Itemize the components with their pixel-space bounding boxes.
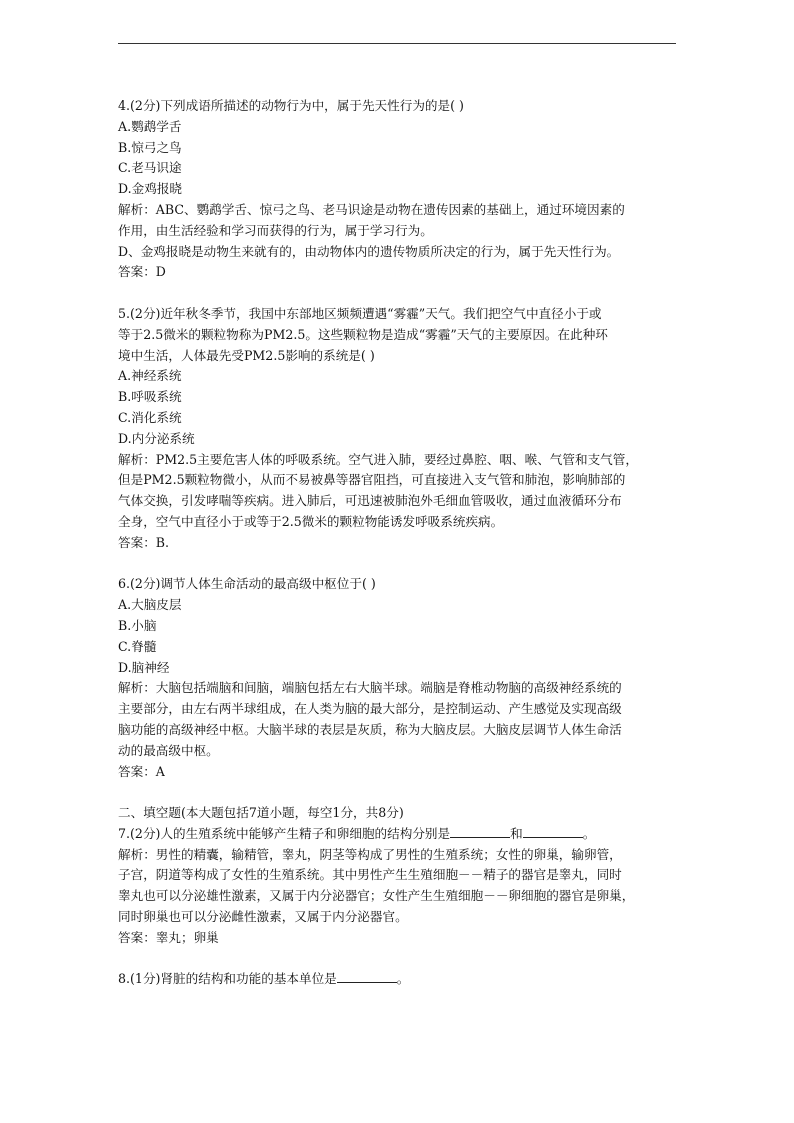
question-4 [118, 96, 678, 283]
question-stem [118, 969, 678, 990]
analysis-line: 解析：男性的精囊，输精管，睾丸，阴茎等构成了男性的生殖系统；女性的卵巢，输卵管， [118, 846, 622, 862]
option-d: D.内分泌系统 [118, 430, 195, 446]
answer-blank-1[interactable] [450, 824, 510, 838]
analysis-line: 动的最高级中枢。 [118, 742, 219, 758]
stem-text: 7.(2分)人的生殖系统中能够产生精子和卵细胞的结构分别是 [118, 825, 451, 841]
stem-text: 。 [582, 825, 596, 841]
analysis-line: 作用，由生活经验和学习而获得的行为，属于学习行为。 [118, 222, 433, 238]
analysis-line: 解析：PM2.5主要危害人体的呼吸系统。空气进入肺，要经过鼻腔、咽、喉、气管和支气管， [118, 451, 638, 467]
answer: 答案：D [118, 264, 166, 280]
option-b: B.惊弓之鸟 [118, 139, 182, 155]
document-body [118, 96, 678, 1011]
answer: 答案：A [118, 763, 165, 779]
header-rule [118, 43, 676, 44]
stem-text: 8.(1分)肾脏的结构和功能的基本单位是 [118, 971, 337, 987]
option-c: C.脊髓 [118, 638, 157, 654]
analysis-line: 解析：ABC、鹦鹉学舌、惊弓之鸟、老马识途是动物在遗传因素的基础上，通过环境因素的 [118, 201, 625, 217]
analysis-line: 同时卵巢也可以分泌雌性激素，又属于内分泌器官。 [118, 909, 408, 925]
question-stem: 6.(2分)调节人体生命活动的最高级中枢位于( ) [118, 576, 376, 592]
question-8 [118, 969, 678, 990]
question-stem: 5.(2分)近年秋冬季节，我国中东部地区频频遭遇“雾霾”天气。我们把空气中直径小于或 [118, 305, 602, 321]
option-c: C.消化系统 [118, 409, 182, 425]
analysis-line: 脑功能的高级神经中枢。大脑半球的表层是灰质，称为大脑皮层。大脑皮层调节人体生命活 [118, 721, 622, 737]
answer: 答案：睾丸；卵巢 [118, 929, 219, 945]
question-6 [118, 574, 678, 782]
option-a: A.神经系统 [118, 368, 182, 384]
option-b: B.呼吸系统 [118, 389, 182, 405]
answer-blank-2[interactable] [523, 824, 583, 838]
option-c: C.老马识途 [118, 160, 182, 176]
question-stem: 4.(2分)下列成语所描述的动物行为中，属于先天性行为的是( ) [118, 98, 464, 113]
question-stem: 等于2.5微米的颗粒物称为PM2.5。这些颗粒物是造成“雾霾”天气的主要原因。在此种环 [118, 326, 608, 342]
option-d: D.脑神经 [118, 659, 170, 675]
question-stem: 境中生活，人体最先受PM2.5影响的系统是( ) [118, 347, 375, 363]
analysis-line: 解析：大脑包括端脑和间脑，端脑包括左右大脑半球。端脑是脊椎动物脑的高级神经系统的 [118, 680, 622, 696]
option-b: B.小脑 [118, 617, 157, 633]
analysis-line: 但是PM2.5颗粒物微小，从而不易被鼻等器官阻挡，可直接进入支气管和肺泡，影响肺部的 [118, 472, 626, 488]
analysis-line: 主要部分，由左右两半球组成，在人类为脑的最大部分，是控制运动、产生感觉及实现高级 [118, 701, 622, 717]
analysis-line: 子宫，阴道等构成了女性的生殖系统。其中男性产生生殖细胞－－精子的器官是睾丸，同时 [118, 867, 622, 883]
option-a: A.鹦鹉学舌 [118, 118, 182, 134]
analysis-line: 睾丸也可以分泌雄性激素，又属于内分泌器官；女性产生生殖细胞－－卵细胞的器官是卵巢， [118, 888, 635, 904]
option-a: A.大脑皮层 [118, 597, 182, 613]
answer-blank[interactable] [337, 969, 397, 983]
answer: 答案：B. [118, 534, 170, 550]
analysis-line: 全身，空气中直径小于或等于2.5微米的颗粒物能诱发呼吸系统疾病。 [118, 513, 504, 529]
question-5 [118, 304, 678, 554]
stem-text: 和 [510, 825, 523, 841]
analysis-line: 气体交换，引发哮喘等疾病。进入肺后，可迅速被肺泡外毛细血管吸收，通过血液循环分布 [118, 493, 622, 509]
section-heading: 二、填空题(本大题包括7道小题，每空1分，共8分) [118, 805, 404, 821]
stem-text: 。 [396, 971, 410, 987]
question-stem [118, 824, 678, 845]
question-7 [118, 803, 678, 949]
option-d: D.金鸡报晓 [118, 181, 183, 197]
analysis-line: D、金鸡报晓是动物生来就有的，由动物体内的遗传物质所决定的行为，属于先天性行为。 [118, 243, 620, 259]
